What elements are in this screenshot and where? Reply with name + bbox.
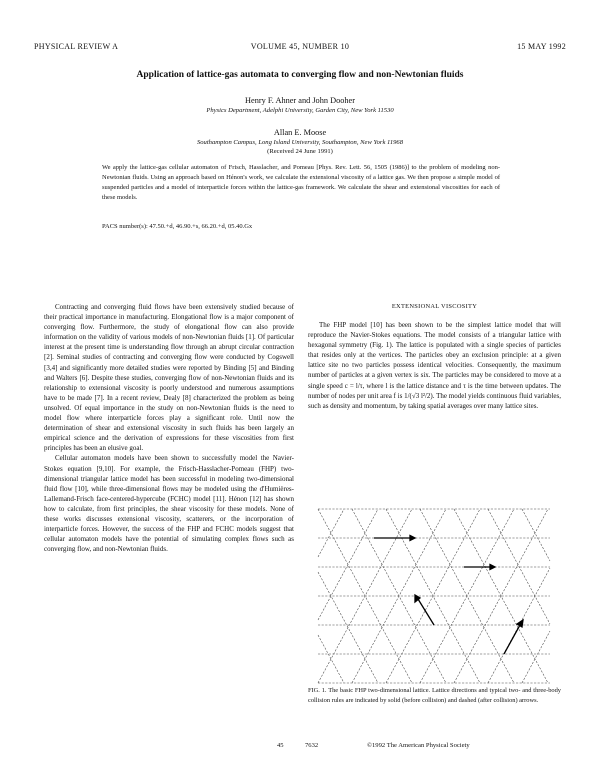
collision-arrows bbox=[374, 536, 523, 655]
paragraph: Cellular automaton models have been shown to successfully model the Navier-Stokes equation [9,10]. For example, the Frisch-Hasslacher-Pomeau (FHP) two-dimensional triangular lattice model has been successful in modeling two-dimensional fluid flow [10], while three-dimensional flows may be modeled using the d'Humières-Lallemand-Frisch face-centered-hypercube (FCHC) model [11]. Hénon [12] has shown how to calculate, from first principles, the shear viscosity for these models. None of these works discusses extensional viscosity, scatterers, or the incorporation of interparticle forces. However, the success of the FHP and FCHC models suggest that cellular automaton models have the potential of simulating complex flows such as converging flow, and non-Newtonian fluids. bbox=[44, 454, 294, 554]
article-number: 7632 bbox=[305, 742, 319, 749]
paragraph: The FHP model [10] has been shown to be the simplest lattice model that will reproduce the Navier-Stokes equations. The model consists of a triangular lattice with hexagonal symmetry (Fig. 1). The lattice is populated with a single species of particles that resides only at the vertices. The particles obey an exclusion principle: at a given lattice site no two particles possess identical velocities. Consequently, the maximum number of particles at a given vertex is six. The particles may be considered to move at a single speed c = l/τ, where l is the lattice distance and τ is the time between updates. The number of nodes per unit area f is 1/(√3 l²/2). The model yields continuous fluid variables, such as density and momentum, by taking spatial averages over many lattice sites. bbox=[308, 321, 561, 410]
pacs-numbers: PACS number(s): 47.50.+d, 46.90.+s, 66.20.+d, 05.40.Gx bbox=[102, 223, 253, 230]
lattice-lines bbox=[318, 509, 550, 683]
left-column bbox=[44, 302, 294, 554]
authors-primary: Henry F. Ahner and John Dooher bbox=[245, 96, 355, 105]
journal-name: PHYSICAL REVIEW A bbox=[34, 42, 119, 51]
copyright-notice: ©1992 The American Physical Society bbox=[367, 742, 470, 749]
issue-date: 15 MAY 1992 bbox=[517, 42, 566, 51]
section-heading: EXTENSIONAL VISCOSITY bbox=[391, 303, 478, 310]
paper-title: Application of lattice-gas automata to converging flow and non-Newtonian fluids bbox=[136, 70, 464, 80]
affiliation-secondary: Southampton Campus, Long Island University, Southampton, New York 11968 bbox=[196, 139, 404, 146]
running-head bbox=[34, 42, 566, 54]
figure-caption: FIG. 1. The basic FHP two-dimensional lattice. Lattice directions and typical two- and three-body collision rules are indicated by solid (before collision) and dashed (after collision) arrows. bbox=[308, 687, 561, 704]
received-date: (Received 24 June 1991) bbox=[267, 148, 333, 155]
volume-number: VOLUME 45, NUMBER 10 bbox=[250, 42, 350, 51]
paragraph: Contracting and converging fluid flows have been extensively studied because of their practical importance in manufacturing. Elongational flow is a major component of converging flow. Furthermore, the study of elongational flow can also provide information on the validity of various models of non-Newtonian fluids [1]. Of particular interest at the present time is understanding flow through an abrupt circular contraction [2]. Seminal studies of contracting and converging flow were conducted by Cogswell [3,4] and significantly more detailed studies were reported by Binding [5] and Binding and Walters [6]. Despite these studies, converging flow of non-Newtonian fluids and its relationship to extensional viscosity is poorly understood and numerous assumptions have to be made [7]. In a recent review, Dealy [8] characterized the problem as being unsolved. Of equal importance in the study on non-Newtonian fluids is the need to model flow where interparticle forces play a significant role. Until now the determination of shear and extensional viscosity in such fluids has been largely an empirical science and the derivation of expressions for these viscosities from first principles has been an elusive goal. bbox=[44, 303, 294, 453]
abstract: We apply the lattice-gas cellular automaton of Frisch, Hasslacher, and Pomeau [Phys. Rev. Lett. 56, 1505 (1986)] to the problem of modeling non-Newtonian fluids. Using an approach based on Hénon's work, we calculate the extensional viscosity of a lattice gas. We then propose a simple model of suspended particles and a model of interparticle forces within the lattice-gas framework. We calculate the shear and extensional viscosities for each of these models. bbox=[102, 164, 500, 201]
right-column bbox=[308, 320, 561, 411]
page-number: 45 bbox=[277, 742, 284, 749]
affiliation-primary: Physics Department, Adelphi University, Garden City, New York 11530 bbox=[206, 107, 394, 114]
authors-secondary: Allan E. Moose bbox=[273, 128, 327, 137]
